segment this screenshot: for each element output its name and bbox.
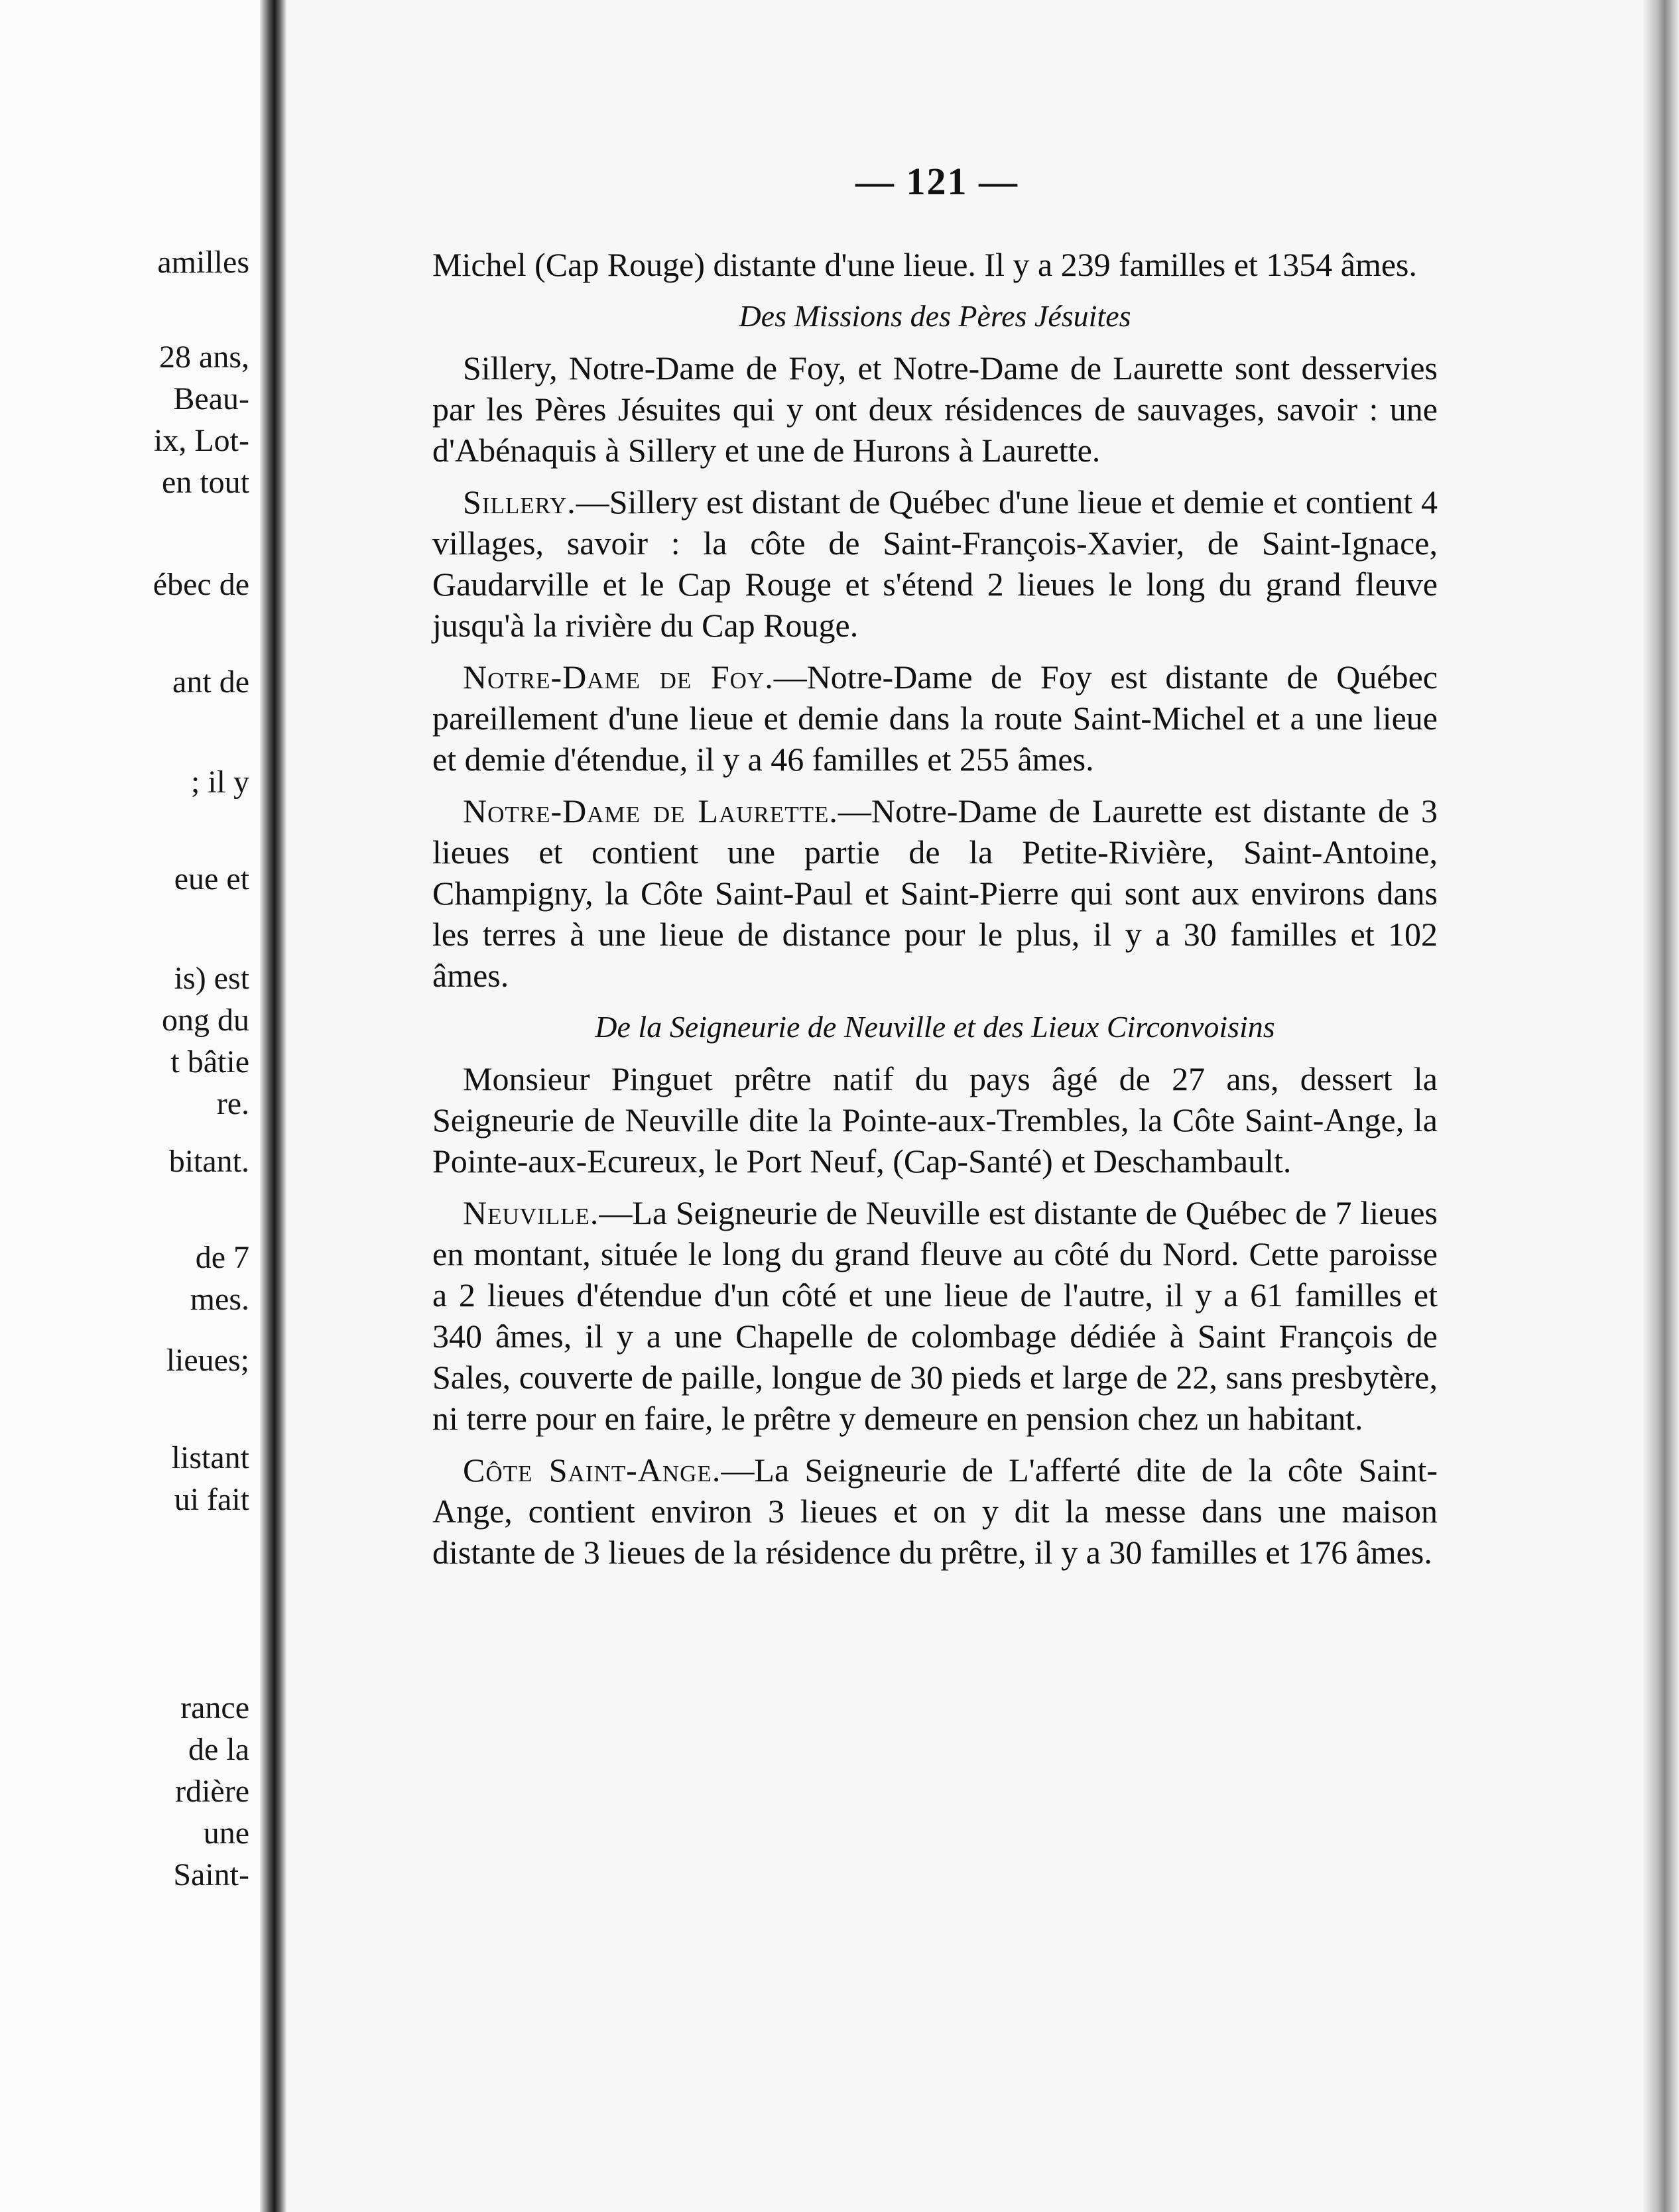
book-gutter — [260, 0, 286, 2212]
left-page-line: ix, Lot- — [154, 423, 249, 458]
paragraph-laurette — [432, 790, 1438, 996]
entry-label: Notre-Dame de Foy. — [463, 658, 774, 696]
paragraph-sillery — [432, 481, 1438, 646]
entry-text: —Notre-Dame de Foy est distante de Québec pareillement d'une lieue et demie dans la route Saint-Michel et a une lieue et demie d'étendue, il y a 46 familles et 255 âmes. — [432, 658, 1438, 778]
left-page-line: Saint- — [173, 1857, 249, 1892]
left-page-line: lieues; — [166, 1343, 249, 1378]
page-number: — 121 — — [855, 160, 1019, 203]
page-edge — [1643, 0, 1679, 2212]
left-page-line: en tout — [162, 465, 249, 500]
left-page-line: rdière — [175, 1774, 249, 1809]
left-page-line: ui fait — [174, 1482, 249, 1517]
entry-label: Neuville. — [463, 1194, 599, 1231]
paragraph-foy — [432, 656, 1438, 780]
left-page-line: de la — [188, 1732, 249, 1767]
left-page-line: de 7 — [195, 1240, 249, 1275]
entry-text: —La Seigneurie de L'afferté dite de la côte Saint-Ange, contient environ 3 lieues et on y dit la messe dans une maison distante de 3 lieues de la résidence du prêtre, il y a 30 familles et 176 âmes. — [432, 1451, 1438, 1571]
left-page-line: is) est — [174, 961, 249, 996]
left-page-line: listant — [171, 1440, 249, 1475]
paragraph-jesuites: Sillery, Notre-Dame de Foy, et Notre-Dame de Laurette sont desservies par les Pères Jésuites qui y ont deux résidences de sauvages, savoir : une d'Abénaquis à Sillery et une de Hurons à Laurette. — [432, 349, 1438, 469]
entry-label: Notre-Dame de Laurette. — [463, 792, 838, 830]
left-page-line: t bâtie — [170, 1044, 249, 1079]
left-page-line: bitant. — [168, 1144, 249, 1179]
left-page-line: une — [203, 1815, 249, 1851]
paragraph-pinguet: Monsieur Pinguet prêtre natif du pays âgé de 27 ans, dessert la Seigneurie de Neuville dite la Pointe-aux-Trembles, la Côte Saint-Ange, la Pointe-aux-Ecureux, le Port Neuf, (Cap-Santé) et Deschambault. — [432, 1060, 1438, 1180]
left-page-line: ébec de — [153, 567, 249, 602]
entry-text: —La Seigneurie de Neuville est distante de Québec de 7 lieues en montant, située le long du grand fleuve au côté du Nord. Cette paroisse a 2 lieues d'étendue d'un côté et une lieue de l'autre, il y a 61 familles et 340 âmes, il y a une Chapelle de colombage dédiée à Saint François de Sales, couverte de paille, longue de 30 pieds et large de 22, sans presbytère, ni terre pour en faire, le prêtre y demeure en pension chez un habitant. — [432, 1194, 1438, 1437]
entry-text: —Notre-Dame de Laurette est distante de 3 lieues et contient une partie de la Petite-Rivière, Saint-Antoine, Champigny, la Côte Saint-Paul et Saint-Pierre qui sont aux environs dans les terres à une lieue de distance pour le plus, il y a 30 familles et 102 âmes. — [432, 792, 1438, 994]
left-page-line: mes. — [190, 1282, 249, 1317]
left-page-line: Beau- — [173, 381, 249, 416]
section-heading-jesuites: Des Missions des Pères Jésuites — [739, 299, 1131, 333]
page-body — [432, 244, 1438, 1583]
left-page-line: eue et — [174, 861, 249, 896]
left-page-line: re. — [216, 1086, 249, 1121]
entry-label: Côte Saint-Ange. — [463, 1451, 721, 1489]
previous-page-fragment — [0, 0, 260, 2212]
paragraph-saint-ange — [432, 1449, 1438, 1573]
paragraph-neuville — [432, 1192, 1438, 1439]
left-page-line: amilles — [157, 245, 249, 280]
left-page-line: rance — [180, 1690, 249, 1725]
section-heading-neuville: De la Seigneurie de Neuville et des Lieux Circonvoisins — [595, 1010, 1275, 1044]
entry-label: Sillery. — [463, 483, 576, 521]
left-page-line: ant de — [172, 664, 249, 700]
left-page-line: ong du — [162, 1003, 249, 1038]
entry-text: —Sillery est distant de Québec d'une lieue et demie et contient 4 villages, savoir : la côte de Saint-François-Xavier, de Saint-Ignace, Gaudarville et le Cap Rouge et s'étend 2 lieues le long du grand fleuve jusqu'à la rivière du Cap Rouge. — [432, 483, 1438, 644]
intro-paragraph: Michel (Cap Rouge) distante d'une lieue. Il y a 239 familles et 1354 âmes. — [432, 246, 1418, 283]
left-page-line: 28 ans, — [159, 339, 249, 375]
left-page-line: ; il y — [190, 765, 249, 800]
